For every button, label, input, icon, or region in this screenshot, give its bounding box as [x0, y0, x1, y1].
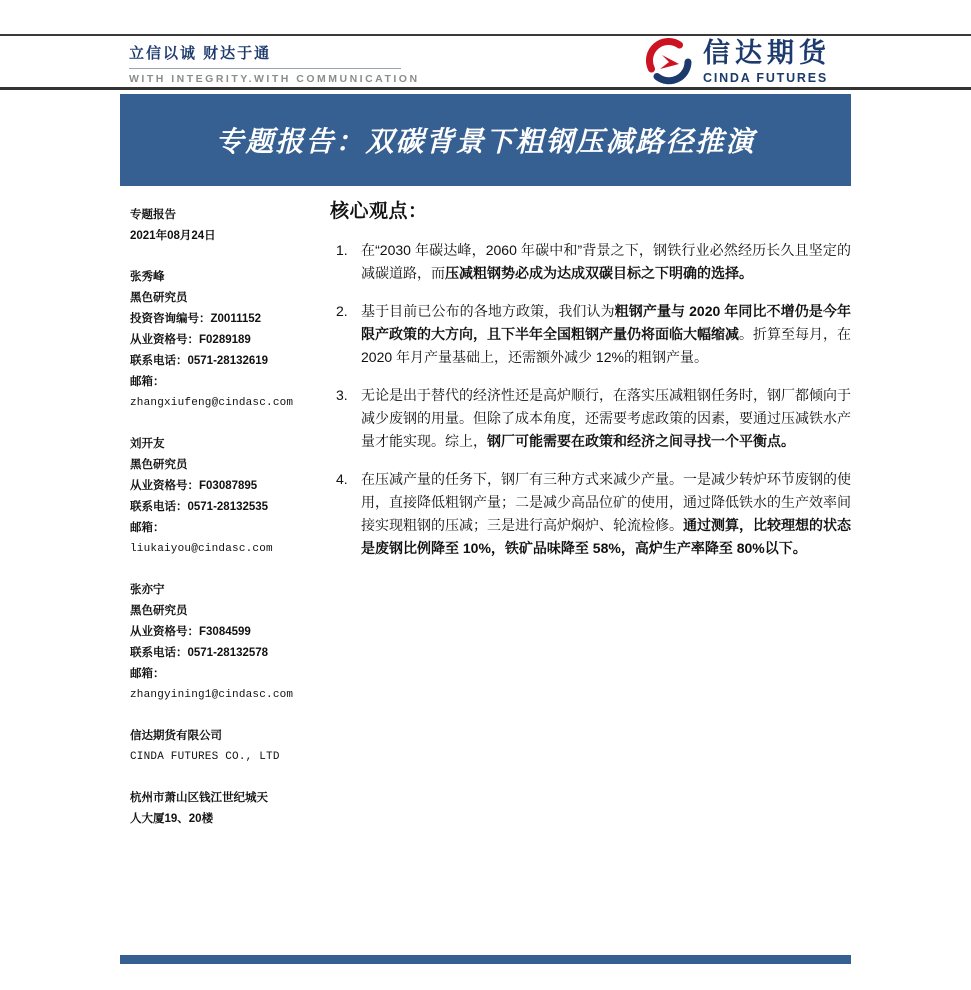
key-point-text: 在压减产量的任务下，钢厂有三种方式来减少产量。一是减少转炉环节废钢的使用，直接降低粗钢产量；二是减少高品位矿的使用，通过降低铁水的生产效率间接实现粗钢的压减；三是进行高炉焖炉、轮流检修。通过测算，比较理想的状态是废钢比例降至 10%，铁矿品味降至 58%，高炉生产率降至 80%以下。 — [361, 471, 851, 556]
key-point-item — [330, 300, 851, 369]
sidebar-block-analyst-3 — [130, 580, 325, 706]
key-point-text: 无论是出于替代的经济性还是高炉顺行，在落实压减粗钢任务时，钢厂都倾向于减少废钢的用量。但除了成本角度，还需要考虑政策的因素，要通过压减铁水产量才能实现。综上，钢厂可能需要在政策和经济之间寻找一个平衡点。 — [361, 387, 851, 449]
brand-name-chinese: 信达期货 — [703, 38, 831, 69]
sidebar-block-analyst-2 — [130, 434, 325, 560]
sidebar-block-report-meta — [130, 205, 325, 247]
sidebar-line: 联系电话：0571-28132535 — [130, 501, 269, 513]
sidebar-line: 从业资格号：F03087895 — [130, 480, 258, 492]
main-content — [330, 196, 851, 575]
bottom-bar — [120, 955, 851, 964]
key-point-item — [330, 384, 851, 453]
sidebar-block-company — [130, 726, 325, 768]
sidebar-line: 邮箱： — [130, 522, 165, 534]
sidebar-line: 从业资格号：F3084599 — [130, 626, 251, 638]
sidebar-line: 张秀峰 — [130, 271, 165, 283]
cinda-logo-icon — [645, 38, 693, 86]
slogan-english: WITH INTEGRITY.WITH COMMUNICATION — [129, 73, 420, 85]
header-left — [129, 42, 429, 85]
key-point-item — [330, 468, 851, 560]
sidebar-line: liukaiyou@cindasc.com — [130, 543, 273, 555]
sidebar-line: 邮箱： — [130, 376, 165, 388]
header-logo — [645, 38, 831, 86]
sidebar-line: CINDA FUTURES CO., LTD — [130, 751, 280, 763]
header-bottom-rule — [0, 87, 971, 90]
sidebar-line: 联系电话：0571-28132578 — [130, 647, 269, 659]
sidebar-line: 专题报告 — [130, 209, 176, 221]
sidebar-line: 2021年08月24日 — [130, 230, 216, 242]
sidebar-line: 刘开友 — [130, 438, 165, 450]
slogan-divider — [129, 68, 401, 69]
sidebar-line: 杭州市萧山区钱江世纪城天 — [130, 792, 268, 804]
brand-name-english: CINDA FUTURES — [703, 70, 829, 85]
sidebar-line: 联系电话：0571-28132619 — [130, 355, 269, 367]
key-point-number: 4. — [336, 471, 348, 487]
sidebar-line: 投资咨询编号：Z0011152 — [130, 313, 262, 325]
sidebar-line: 从业资格号：F0289189 — [130, 334, 251, 346]
sidebar-line: 邮箱： — [130, 668, 165, 680]
key-point-item — [330, 239, 851, 285]
sidebar-line: 张亦宁 — [130, 584, 165, 596]
sidebar-block-address — [130, 788, 325, 830]
sidebar-line: zhangxiufeng@cindasc.com — [130, 397, 294, 409]
key-point-text: 基于目前已公布的各地方政策，我们认为粗钢产量与 2020 年同比不增仍是今年限产政策的大方向，且下半年全国粗钢产量仍将面临大幅缩减。折算至每月，在 2020 年月产量基础上，还需额外减少 12%的粗钢产量。 — [361, 303, 851, 365]
sidebar-line: 黑色研究员 — [130, 292, 188, 304]
key-point-number: 1. — [336, 242, 348, 258]
top-rule — [0, 34, 971, 36]
key-point-number: 2. — [336, 303, 348, 319]
key-points-heading: 核心观点： — [330, 201, 428, 222]
sidebar-line: 黑色研究员 — [130, 605, 188, 617]
sidebar-line: zhangyining1@cindasc.com — [130, 689, 294, 701]
sidebar-line: 黑色研究员 — [130, 459, 188, 471]
report-title: 专题报告：双碳背景下粗钢压减路径推演 — [215, 127, 756, 158]
key-point-number: 3. — [336, 387, 348, 403]
slogan-chinese: 立信以诚 财达于通 — [129, 45, 272, 62]
key-point-text: 在“2030 年碳达峰，2060 年碳中和”背景之下，钢铁行业必然经历长久且坚定的减碳道路，而压减粗钢势必成为达成双碳目标之下明确的选择。 — [361, 242, 851, 281]
sidebar-line: 信达期货有限公司 — [130, 730, 222, 742]
sidebar — [130, 205, 325, 850]
sidebar-block-analyst-1 — [130, 267, 325, 414]
title-banner — [120, 94, 851, 186]
key-points-list — [330, 239, 851, 560]
brand-text — [703, 39, 831, 85]
sidebar-line: 人大厦19、20楼 — [130, 813, 214, 825]
